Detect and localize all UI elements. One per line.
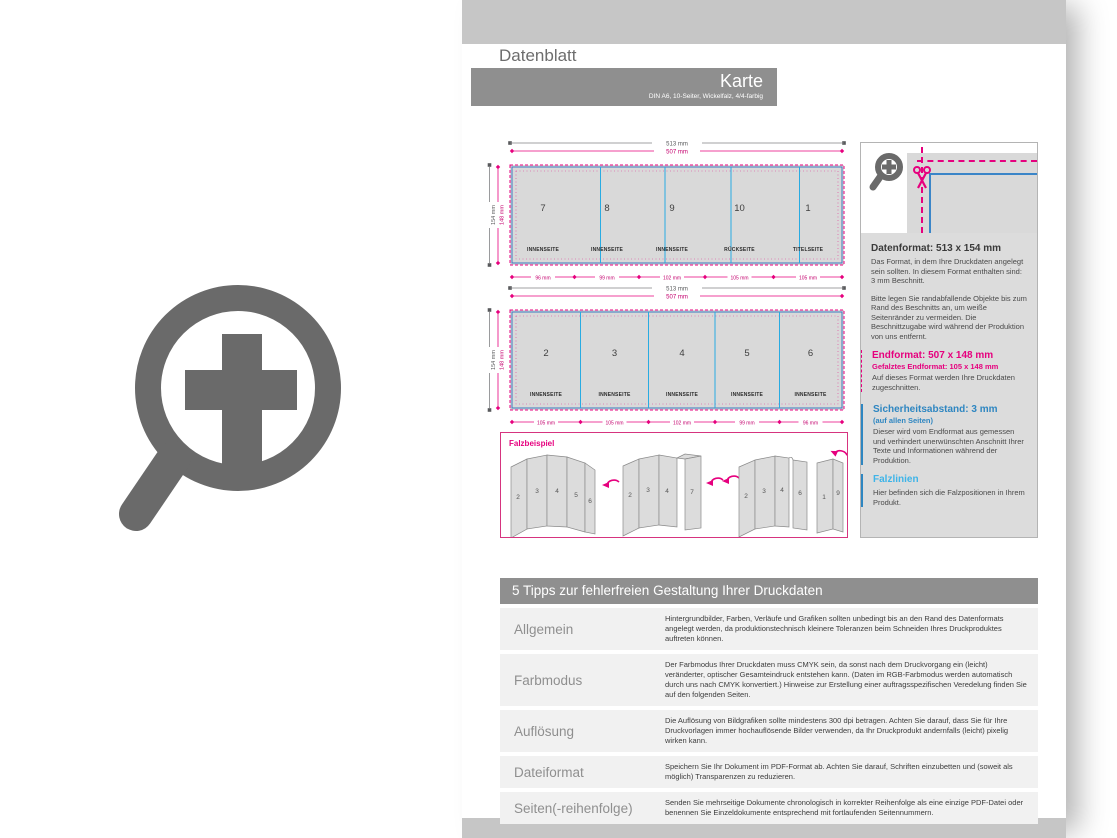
dim-outer-height: 154 mm — [491, 350, 497, 370]
table-row — [500, 654, 1038, 706]
dim-inner-width: 507 mm — [666, 294, 688, 301]
fold-example-illustration — [501, 433, 847, 537]
dim-inner-height: 148 mm — [499, 205, 506, 225]
panel-label: INNENSEITE — [730, 392, 764, 398]
dim-outer-height: 154 mm — [491, 205, 497, 225]
fold-panel-number: 6 — [588, 498, 592, 505]
sicherheitsabstand-body: Dieser wird vom Endformat aus gemessen und verhindert unerwünschten Anschnitt Ihrer Texte und Informationen während der Produktion. — [873, 427, 1024, 465]
sheet-corner-detail — [907, 153, 1037, 233]
fold-panel-number: 9 — [836, 490, 840, 497]
falzlinien-body: Hier befinden sich die Falzpositionen in Ihrem Produkt. — [873, 488, 1025, 507]
tip-label: Dateiformat — [514, 764, 584, 780]
magnifier-plus-icon — [100, 278, 360, 548]
sicherheitsabstand-title: Sicherheitsabstand: 3 mm — [873, 404, 998, 415]
panel-label: INNENSEITE — [526, 247, 560, 253]
tips-table-title: 5 Tipps zur fehlerfreien Gestaltung Ihrer Druckdaten — [500, 578, 1038, 604]
panel-width: 96 mm — [535, 275, 551, 282]
tip-label: Seiten(-reihenfolge) — [514, 800, 633, 816]
panel-width: 102 mm — [672, 420, 692, 427]
fold-arrow-icon — [602, 480, 619, 488]
fold-panel-number: 4 — [780, 487, 784, 494]
panel-number: 3 — [611, 348, 618, 359]
product-title-band — [471, 68, 777, 106]
fold-panel-number: 5 — [574, 492, 578, 499]
tip-text: Speichern Sie Ihr Dokument im PDF-Format ab. Achten Sie darauf, Schriften einzubetten und (soweit als möglich) Transparenzen zu reduzieren. — [665, 762, 1013, 781]
tip-text: Senden Sie mehrseitige Dokumente chronologisch in korrekter Reihenfolge als eine einzige PDF-Datei oder benennen Sie Einzeldokumente entsprechend mit fortlaufenden Seitennummern. — [665, 798, 1024, 817]
panel-label: INNENSEITE — [794, 392, 827, 398]
section-datenformat — [861, 243, 1027, 341]
dim-outer-width: 513 mm — [666, 286, 688, 293]
tip-text: Hintergrundbilder, Farben, Verläufe und Grafiken sollten unbedingt bis an den Rand des Datenformats angelegt werden, da produktionstechnisch kleinere Toleranzen beim Schneiden Ihres Druckproduktes auftreten können. — [665, 614, 1004, 643]
panel-label: RÜCKSEITE — [724, 247, 755, 253]
fold-panel-number: 4 — [665, 488, 669, 495]
table-row — [500, 710, 1038, 752]
panel-width: 105 mm — [798, 275, 818, 282]
panel-width: 99 mm — [599, 275, 615, 282]
fold-panel-number: 2 — [628, 492, 632, 499]
tip-text: Die Auflösung von Bildgrafiken sollte mindestens 300 dpi betragen. Achten Sie darauf, dass Sie für Ihre Druckvorlagen immer hochauflösende Bilder verwenden, da Ihr Druckprodukt andernfalls (leicht) pixelig wirken kann. — [665, 716, 1009, 745]
fold-arrow-icon — [829, 446, 847, 460]
datasheet-page — [462, 0, 1066, 838]
dim-outer-width: 513 mm — [666, 141, 688, 148]
page-subtitle: DIN A6, 10-Seiter, Wickelfalz, 4/4-farbig — [648, 93, 763, 100]
datenformat-body2: Bitte legen Sie randabfallende Objekte bis zum Rand des Beschnitts an, um weiße Seitenränder zu vermeiden. Die Beschnittzugabe wird während der Produktion von uns entfernt. — [871, 293, 1027, 341]
panel-label: INNENSEITE — [655, 247, 689, 253]
panel-number: 4 — [679, 348, 685, 359]
layout-diagram-outside — [486, 137, 854, 283]
bleed-zoom-illustration — [861, 143, 1037, 233]
magnifier-plus-icon — [867, 151, 907, 195]
panel-number: 1 — [805, 203, 811, 214]
fold-panel-number: 4 — [555, 488, 559, 495]
panel-width: 99 mm — [739, 420, 755, 427]
fold-panel-number: 7 — [690, 489, 694, 496]
table-row — [500, 792, 1038, 824]
panel-number: 8 — [604, 203, 610, 214]
page-top-band — [462, 0, 1066, 44]
cut-line-horizontal — [917, 160, 1037, 162]
layout-diagram-inside — [486, 282, 854, 428]
fold-panel-number: 6 — [798, 490, 802, 497]
panel-label: INNENSEITE — [590, 247, 624, 253]
panel-number: 7 — [540, 203, 546, 214]
fold-panel-number: 1 — [822, 494, 826, 501]
panel-width: 105 mm — [605, 420, 624, 427]
tip-label: Auflösung — [514, 723, 575, 739]
panel-width: 102 mm — [662, 275, 682, 282]
section-falzlinien — [861, 474, 1027, 507]
sicherheitsabstand-subtitle: (auf allen Seiten) — [873, 416, 934, 425]
scissors-icon — [911, 165, 933, 191]
fold-example-label: Falzbeispiel — [509, 439, 555, 448]
fold-panel-number: 3 — [646, 487, 650, 494]
panel-label: INNENSEITE — [598, 392, 631, 398]
endformat-title: Endformat: 507 x 148 mm — [872, 350, 994, 361]
section-sicherheitsabstand — [861, 404, 1027, 465]
fold-panel-number: 2 — [516, 494, 520, 501]
tip-label: Farbmodus — [514, 672, 583, 688]
fold-panel-number: 3 — [535, 488, 539, 495]
panel-label: INNENSEITE — [529, 392, 563, 398]
endformat-subtitle: Gefalztes Endformat: 105 x 148 mm — [872, 362, 999, 371]
panel-number: 5 — [744, 348, 750, 359]
panel-number: 6 — [807, 348, 814, 359]
fold-example-box — [500, 432, 848, 538]
datenformat-title: Datenformat: 513 x 154 mm — [871, 243, 1002, 254]
endformat-body: Auf dieses Format werden Ihre Druckdaten zugeschnitten. — [872, 373, 1015, 392]
panel-number: 10 — [734, 203, 745, 214]
tips-table — [500, 578, 1038, 824]
endformat-corner-line — [929, 173, 1037, 233]
fold-panel-number: 2 — [744, 493, 748, 500]
format-info-panel — [860, 142, 1038, 538]
falzlinien-title: Falzlinien — [873, 474, 919, 485]
tip-label: Allgemein — [514, 621, 574, 637]
table-row — [500, 756, 1038, 788]
panel-label: TITELSEITE — [792, 247, 824, 253]
panel-width: 105 mm — [730, 275, 749, 282]
fold-panel-number: 3 — [762, 488, 766, 495]
table-row — [500, 608, 1038, 650]
page-title: Karte — [719, 71, 763, 91]
tip-text: Der Farbmodus Ihrer Druckdaten muss CMYK sein, da sonst nach dem Druckvorgang ein (leicht) veränderter, optischer Gesamteindruck entstehen kann. (Daten im RGB-Farbmodus werden automatisch durch uns nach CMYK konvertiert.) Hinweise zur Erstellung einer auftragsspezifischen Veredelung finden Sie auf den folgenden Seiten. — [665, 660, 1027, 699]
panel-width: 105 mm — [536, 420, 556, 427]
fold-arrow-icon — [722, 476, 739, 484]
panel-width: 96 mm — [802, 420, 819, 427]
panel-number: 2 — [543, 348, 549, 359]
format-info-text — [861, 233, 1037, 537]
fold-arrow-icon — [706, 478, 723, 486]
dim-inner-height: 148 mm — [499, 350, 506, 370]
dim-inner-width: 507 mm — [666, 149, 688, 156]
datenblatt-tab: Datenblatt — [489, 44, 595, 68]
panel-label: INNENSEITE — [665, 392, 699, 398]
section-endformat — [861, 350, 1027, 392]
panel-number: 9 — [669, 203, 675, 214]
datenformat-body: Das Format, in dem Ihre Druckdaten angelegt sein sollten. In diesem Format enthalten sind: 3 mm Beschnitt. — [871, 257, 1024, 285]
